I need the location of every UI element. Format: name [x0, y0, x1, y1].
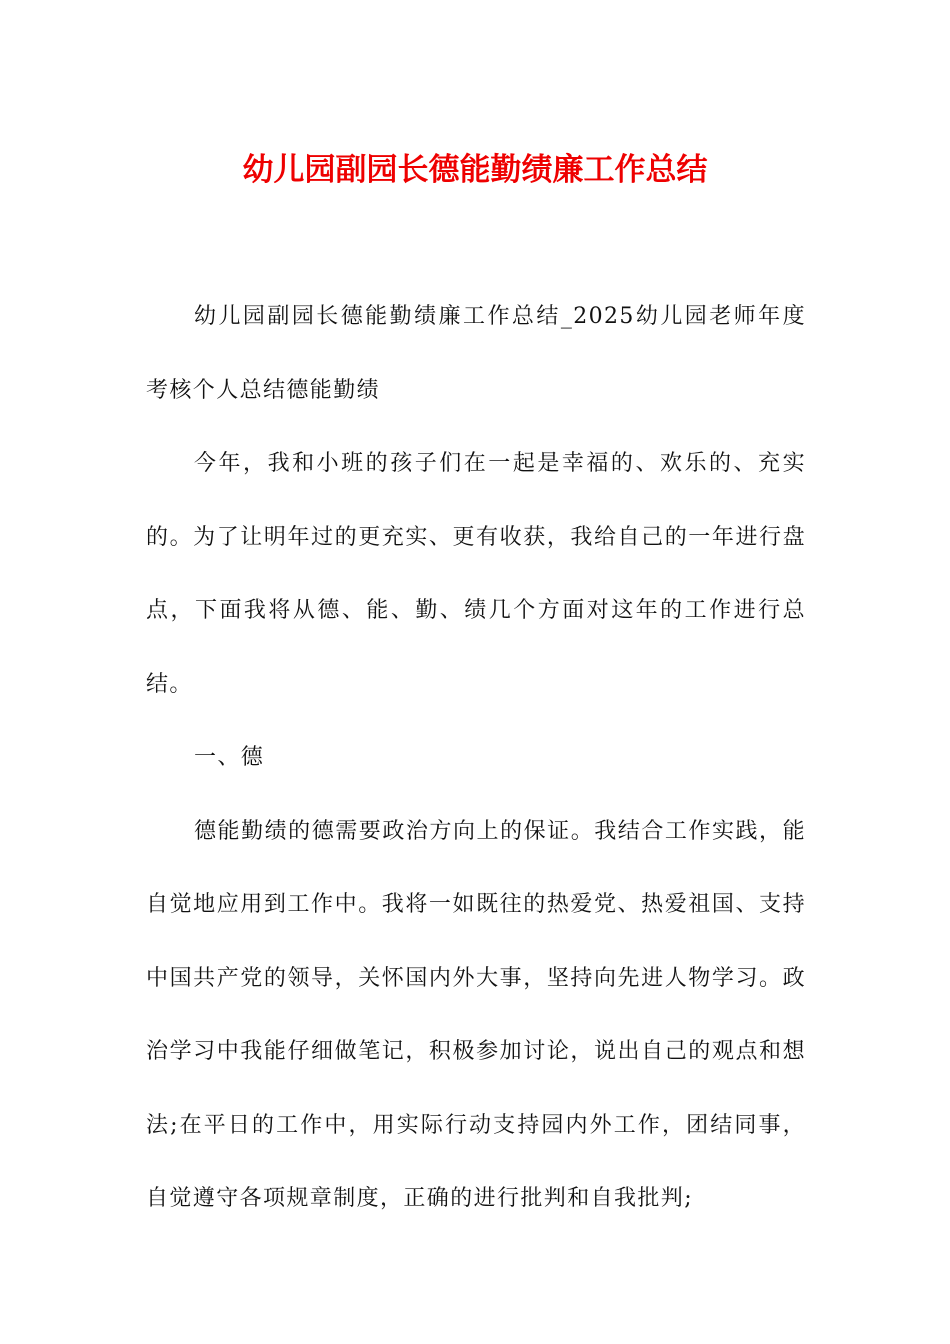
document-body — [146, 280, 806, 1236]
document-title: 幼儿园副园长德能勤绩廉工作总结 — [242, 152, 708, 188]
paragraph-de: 德能勤绩的德需要政治方向上的保证。我结合工作实践，能自觉地应用到工作中。我将一如既往的热爱党、热爱祖国、支持中国共产党的领导，关怀国内外大事，坚持向先进人物学习。政治学习中我能仔细做笔记，积极参加讨论，说出自己的观点和想法;在平日的工作中，用实际行动支持园内外工作，团结同事，自觉遵守各项规章制度，正确的进行批判和自我批判; — [146, 818, 806, 1211]
section-heading-de: 一、德 — [194, 745, 265, 770]
paragraph-subtitle: 幼儿园副园长德能勤绩廉工作总结_2025幼儿园老师年度考核个人总结德能勤绩 — [146, 304, 806, 403]
paragraph-intro: 今年，我和小班的孩子们在一起是幸福的、欢乐的、充实的。为了让明年过的更充实、更有收获，我给自己的一年进行盘点，下面我将从德、能、勤、绩几个方面对这年的工作进行总结。 — [146, 451, 806, 697]
